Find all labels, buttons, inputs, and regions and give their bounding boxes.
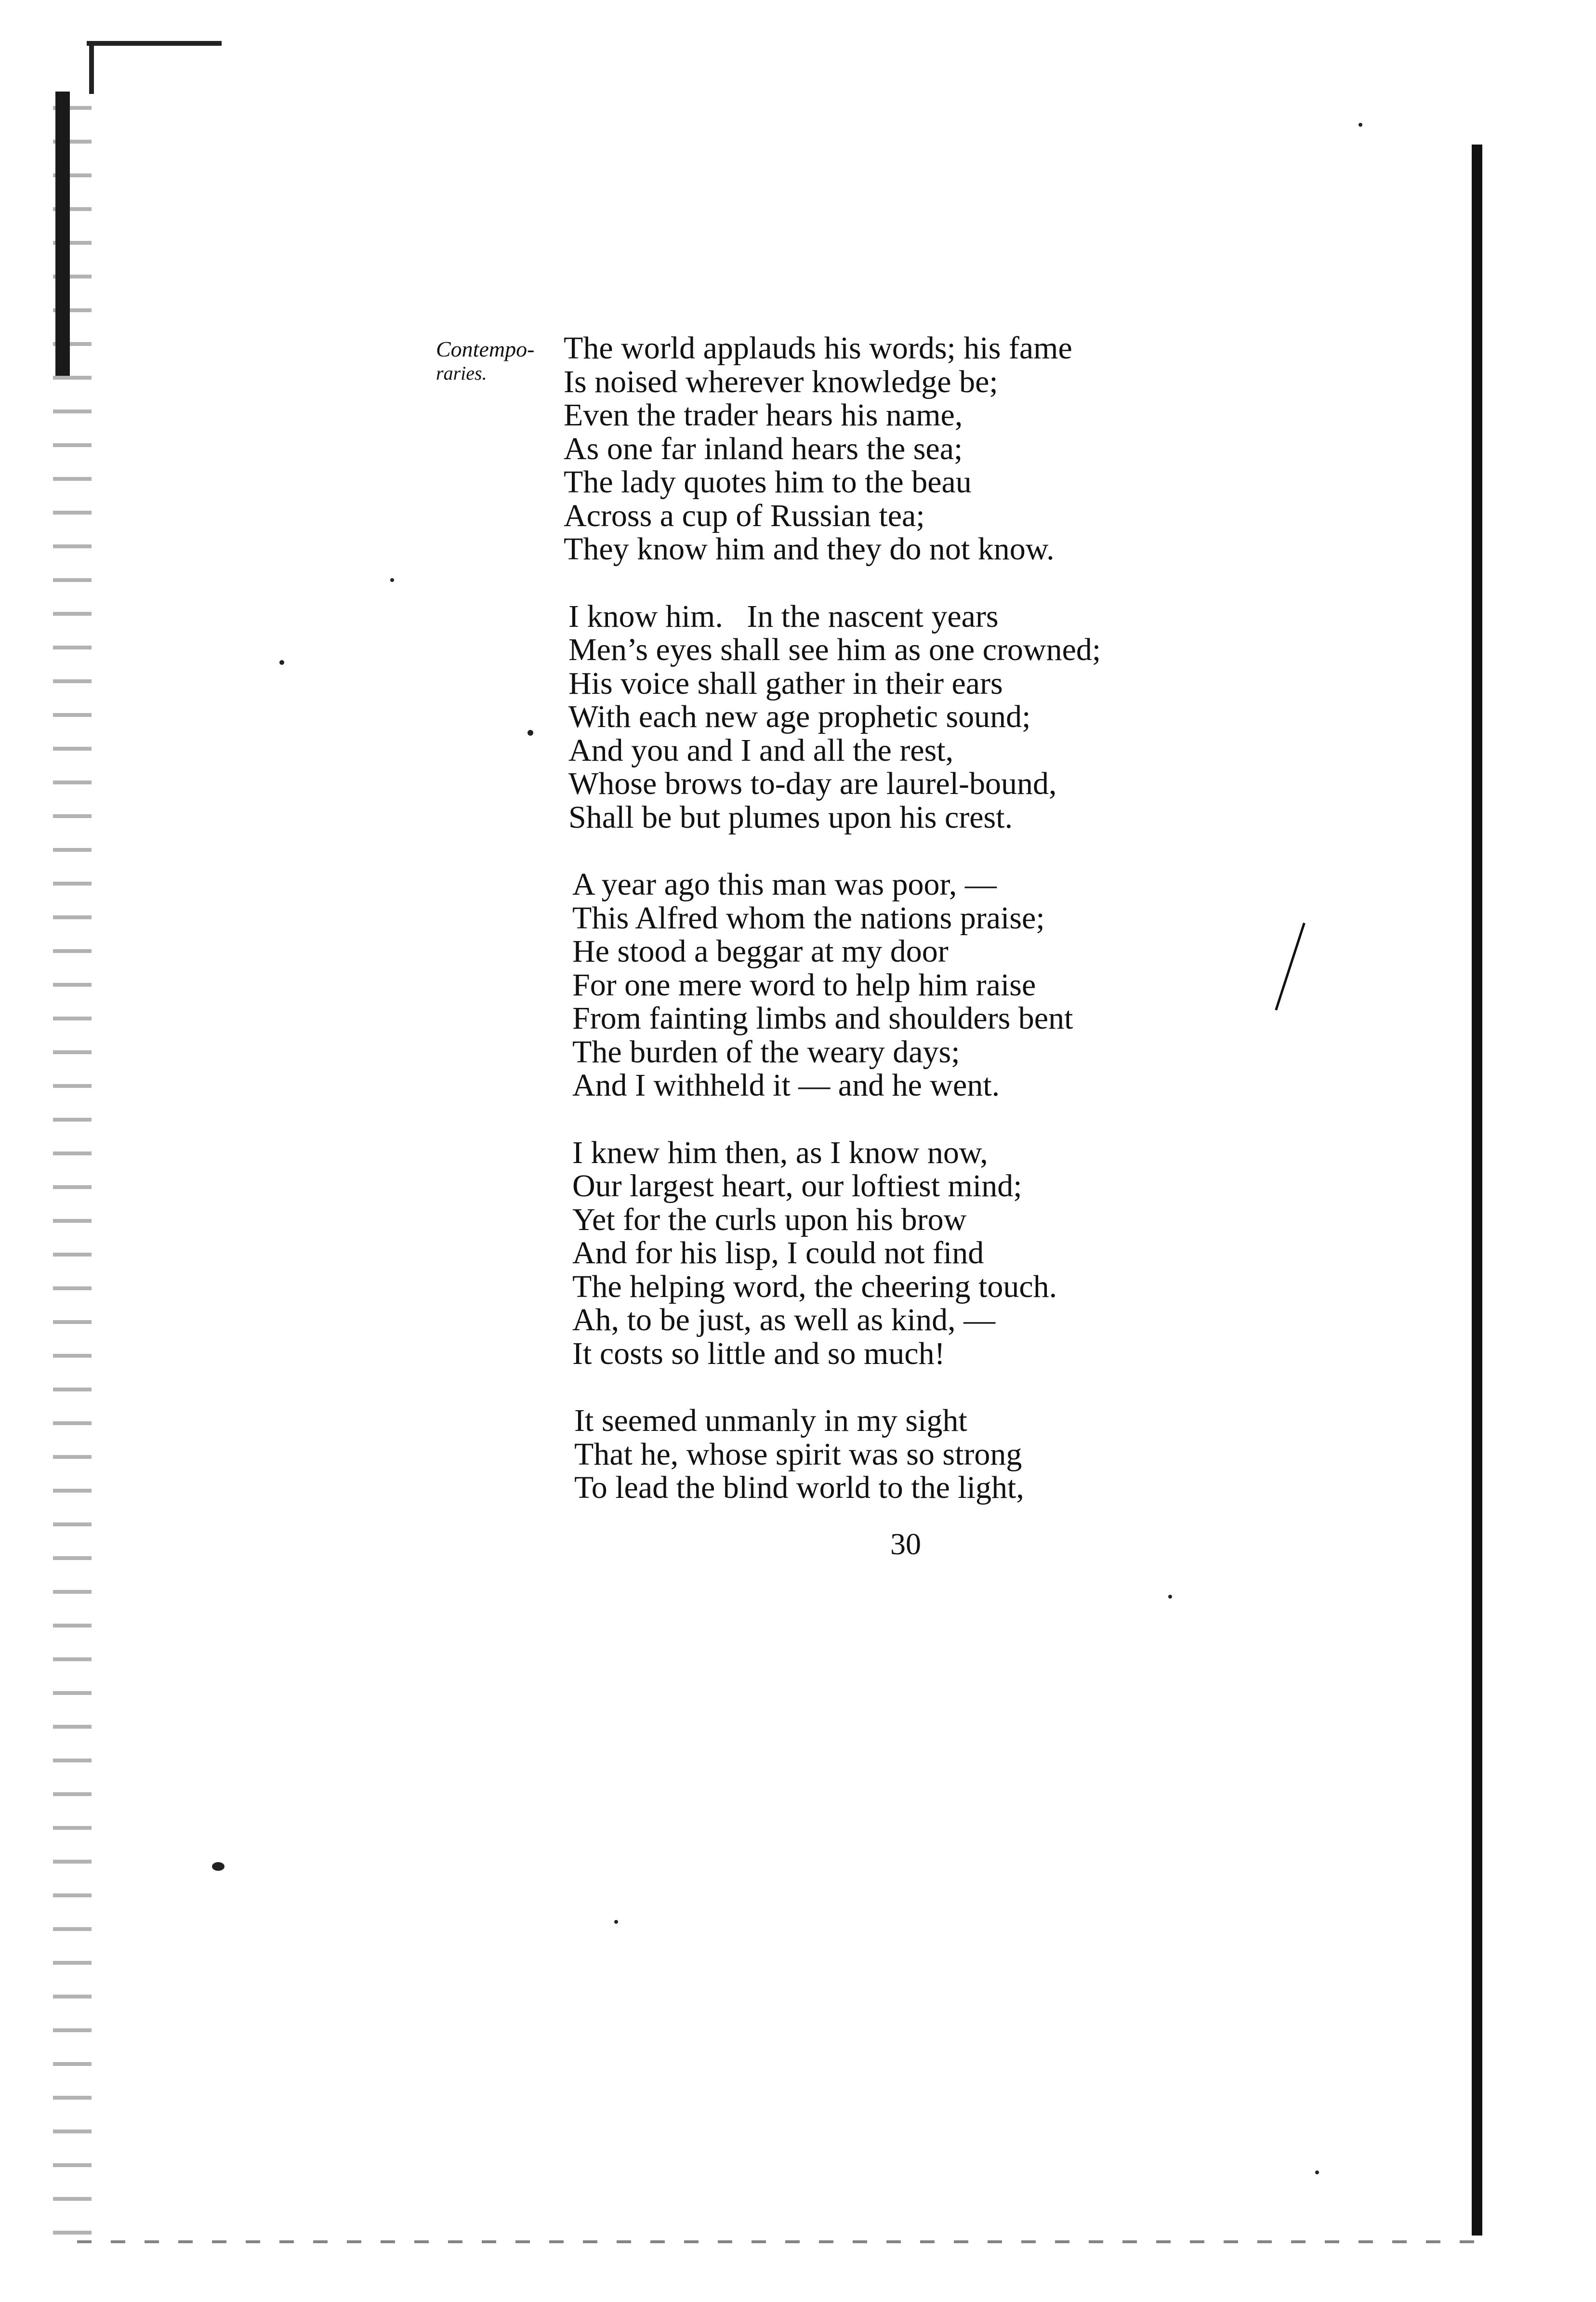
poem-line: Is noised wherever knowledge be; — [564, 364, 998, 399]
poem-line: It seemed unmanly in my sight — [574, 1403, 967, 1438]
page-number: 30 — [890, 1527, 921, 1561]
poem-line: The helping word, the cheering touch. — [572, 1269, 1057, 1304]
poem-line: From fainting limbs and shoulders bent — [572, 1001, 1073, 1036]
scan-border-bottom — [77, 2240, 1474, 2243]
poem-line: His voice shall gather in their ears — [568, 665, 1003, 701]
poem-line: Shall be but plumes upon his crest. — [568, 799, 1013, 835]
stanza — [564, 600, 1238, 834]
pen-mark — [1275, 923, 1305, 1010]
poem-line: The world applauds his words; his fame — [564, 331, 1072, 366]
dust-speck — [279, 660, 284, 665]
poem-body — [564, 331, 1238, 1505]
poem-line: They know him and they do not know. — [564, 531, 1055, 567]
dust-speck — [528, 730, 533, 736]
poem-line: Across a cup of Russian tea; — [564, 498, 925, 533]
margin-note — [436, 337, 571, 385]
dust-speck — [1315, 2170, 1319, 2174]
dust-speck — [1168, 1595, 1172, 1599]
stanza — [564, 868, 1238, 1102]
poem-line: The lady quotes him to the beau — [564, 464, 972, 500]
poem-line: That he, whose spirit was so strong — [574, 1436, 1022, 1472]
dust-speck — [390, 578, 394, 582]
poem-line: And you and I and all the rest, — [568, 732, 954, 768]
poem-line: Men’s eyes shall see him as one crowned; — [568, 632, 1101, 667]
scan-border-corner — [89, 41, 94, 94]
poem-line: Yet for the curls upon his brow — [572, 1202, 967, 1237]
poem-line: He stood a beggar at my door — [572, 934, 949, 969]
poem-line: This Alfred whom the nations praise; — [572, 900, 1045, 936]
poem-line: With each new age prophetic sound; — [568, 699, 1031, 734]
poem-line: Our largest heart, our loftiest mind; — [572, 1168, 1022, 1204]
margin-note-line: Contempo- — [436, 337, 535, 361]
dust-speck — [614, 1920, 618, 1924]
scan-border-right — [1472, 145, 1482, 2236]
margin-note-line: raries. — [436, 362, 487, 384]
poem-line: To lead the blind world to the light, — [574, 1470, 1024, 1505]
poem-line: I know him. In the nascent years — [568, 598, 999, 634]
stanza — [564, 331, 1238, 566]
poem-line: Ah, to be just, as well as kind, — — [572, 1302, 996, 1337]
stanza — [564, 1404, 1238, 1505]
poem-line: As one far inland hears the sea; — [564, 431, 963, 466]
poem-line: And I withheld it — and he went. — [572, 1068, 1000, 1103]
poem-line: For one mere word to help him raise — [572, 967, 1036, 1003]
scan-border-top — [87, 41, 222, 46]
stanza — [564, 1136, 1238, 1371]
dust-speck — [212, 1862, 224, 1871]
poem-line: Whose brows to-day are laurel-bound, — [568, 766, 1057, 801]
poem-line: It costs so little and so much! — [572, 1336, 945, 1371]
poem-line: The burden of the weary days; — [572, 1034, 960, 1070]
scan-border-left — [53, 92, 92, 2250]
poem-line: A year ago this man was poor, — — [572, 867, 997, 902]
poem-line: And for his lisp, I could not find — [572, 1235, 984, 1270]
poem-line: Even the trader hears his name, — [564, 397, 963, 433]
scan-binding-shadow — [55, 92, 70, 376]
dust-speck — [1359, 123, 1362, 127]
poem-line: I knew him then, as I know now, — [572, 1135, 988, 1170]
